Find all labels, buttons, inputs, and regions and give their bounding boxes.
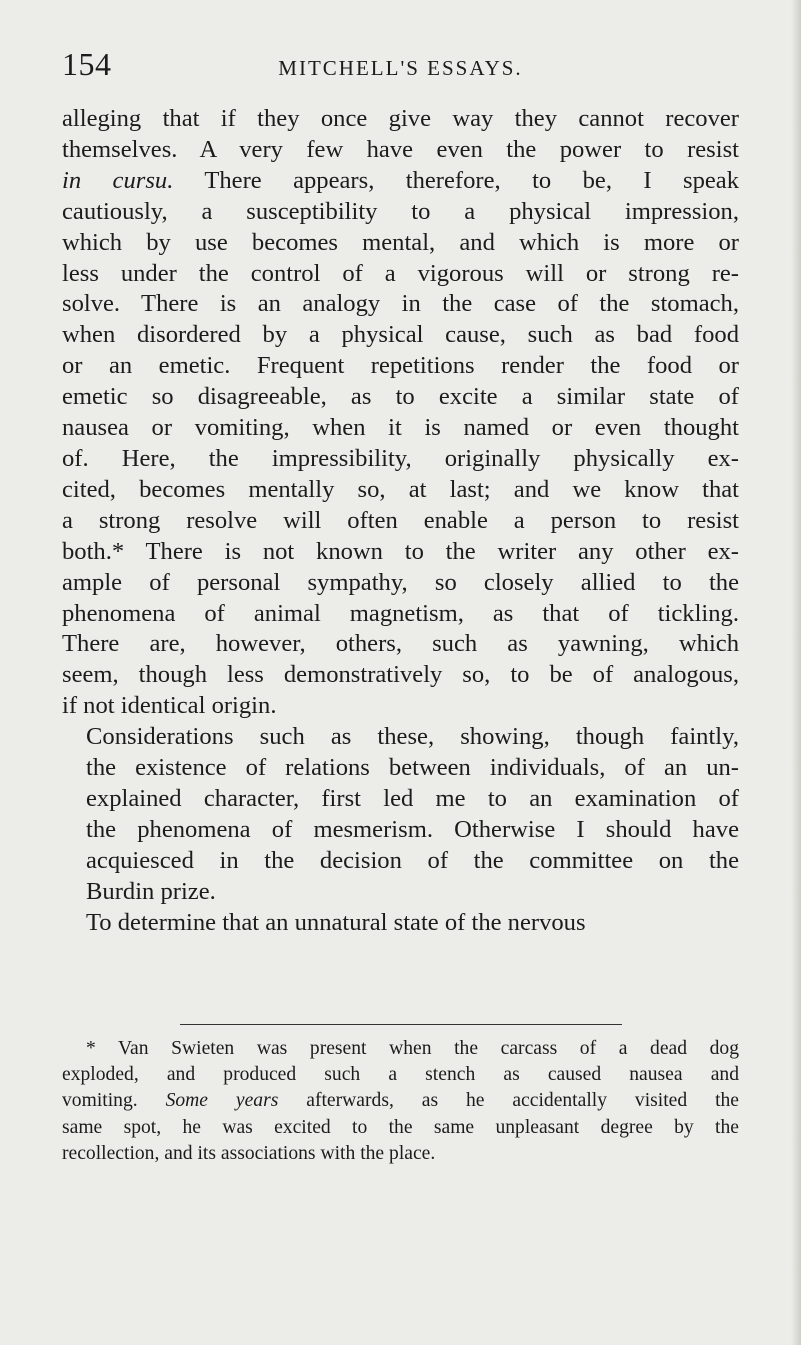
- footnote-text: vomiting.: [62, 1090, 166, 1112]
- paragraph-1: [62, 104, 739, 722]
- text-line: There are, however, others, such as yawning, which: [62, 630, 739, 658]
- text-line: Considerations such as these, showing, though faintly,: [86, 723, 739, 751]
- text-line: [62, 166, 739, 197]
- body-text: [62, 104, 739, 938]
- text-line: less under the control of a vigorous will or strong re-: [62, 259, 739, 287]
- text-line: if not identical origin.: [62, 692, 277, 720]
- paragraph-2: [62, 722, 739, 907]
- latin-phrase: in cursu.: [62, 166, 174, 194]
- footnote-line: same spot, he was excited to the same unpleasant degree by the: [62, 1116, 739, 1138]
- footnote-emphasis: Some years: [165, 1090, 279, 1112]
- footnote-line: exploded, and produced such a stench as caused nausea and: [62, 1064, 739, 1086]
- text-line-rest: There appears, therefore, to be, I speak: [173, 166, 740, 194]
- text-line: ample of personal sympathy, so closely allied to the: [62, 568, 739, 596]
- footnote-rule: [180, 1024, 622, 1025]
- footnote: [62, 1036, 739, 1167]
- text-line: emetic so disagreeable, as to excite a similar state of: [62, 383, 739, 411]
- text-line: the phenomena of mesmerism. Otherwise I should have: [86, 815, 739, 843]
- text-line: nausea or vomiting, when it is named or even thought: [62, 414, 739, 442]
- page-edge-shadow: [791, 0, 801, 1345]
- text-line: solve. There is an analogy in the case of the stomach,: [62, 290, 739, 318]
- footnote-line: * Van Swieten was present when the carcass of a dead dog: [86, 1038, 739, 1059]
- text-line: acquiesced in the decision of the committee on the: [86, 846, 739, 874]
- paragraph-3: [62, 908, 739, 939]
- footnote-line: recollection, and its associations with the place.: [62, 1142, 436, 1164]
- text-line: which by use becomes mental, and which is more or: [62, 228, 739, 256]
- page-header: [62, 46, 739, 90]
- text-line: explained character, first led me to an examination of: [86, 784, 739, 812]
- text-line: phenomena of animal magnetism, as that of tickling.: [62, 599, 739, 627]
- text-line: or an emetic. Frequent repetitions render the food or: [62, 352, 739, 380]
- running-head: MITCHELL'S ESSAYS.: [278, 56, 523, 80]
- text-line: both.* There is not known to the writer any other ex-: [62, 537, 739, 565]
- text-line: Burdin prize.: [86, 877, 216, 905]
- text-line: To determine that an unnatural state of the nervous: [86, 908, 586, 936]
- page-number: 154: [62, 46, 112, 82]
- text-line: cautiously, a susceptibility to a physical impression,: [62, 197, 739, 225]
- text-line: cited, becomes mentally so, at last; and we know that: [62, 475, 739, 503]
- text-line: alleging that if they once give way they cannot recover: [62, 105, 739, 132]
- footnote-line: [62, 1088, 739, 1114]
- text-line: seem, though less demonstratively so, to be of analogous,: [62, 661, 739, 689]
- text-line: a strong resolve will often enable a person to resist: [62, 506, 739, 534]
- text-line: the existence of relations between individuals, of an un-: [86, 754, 739, 782]
- text-line: themselves. A very few have even the power to resist: [62, 135, 739, 163]
- text-line: when disordered by a physical cause, such as bad food: [62, 321, 739, 349]
- footnote-text: afterwards, as he accidentally visited the: [278, 1090, 740, 1112]
- text-line: of. Here, the impressibility, originally physically ex-: [62, 444, 739, 472]
